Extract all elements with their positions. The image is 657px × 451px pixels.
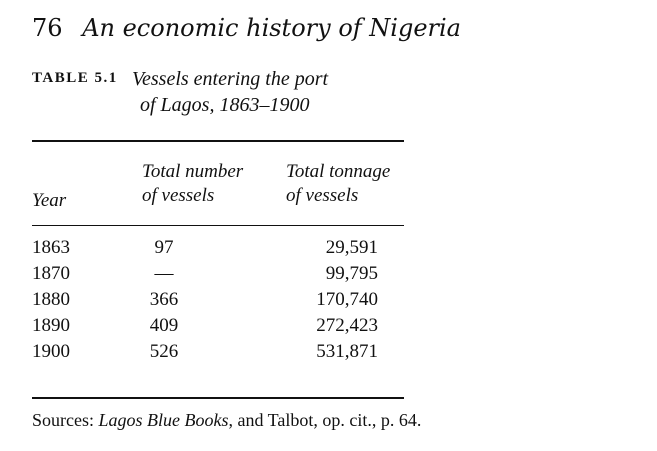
header-year: Year xyxy=(32,190,67,211)
cell-tonnage: 531,871 xyxy=(316,341,378,362)
cell-year: 1870 xyxy=(32,263,70,284)
table-bottom-rule xyxy=(32,397,404,399)
cell-year: 1900 xyxy=(32,341,70,362)
cell-tonnage: 99,795 xyxy=(325,263,378,284)
sources-prefix: Sources: xyxy=(32,410,99,430)
header-tonnage-line1: Total tonnage xyxy=(286,161,391,182)
header-vessels-line2: of vessels xyxy=(142,185,215,206)
table-top-rule xyxy=(32,140,404,142)
sources-italic: Lagos Blue Books xyxy=(98,410,229,430)
header-tonnage xyxy=(286,160,390,208)
header-tonnage-line2: of vessels xyxy=(286,185,359,206)
page-number: 76 xyxy=(32,14,63,42)
cell-year: 1863 xyxy=(32,237,70,258)
table-row xyxy=(32,341,404,367)
table-title-line1: Vessels entering the port xyxy=(132,68,329,90)
table-title-line2: of Lagos, 1863–1900 xyxy=(140,94,310,116)
table-row xyxy=(32,315,404,341)
table-header-rule xyxy=(32,225,404,226)
cell-vessels: 366 xyxy=(149,289,179,310)
header-vessels xyxy=(142,160,243,208)
table-row xyxy=(32,237,404,263)
sources-suffix: , and Talbot, op. cit., p. 64. xyxy=(228,410,422,430)
cell-year: 1890 xyxy=(32,315,70,336)
table-title xyxy=(132,66,328,118)
cell-vessels: 97 xyxy=(154,237,174,258)
table-label: TABLE 5.1 xyxy=(32,70,118,86)
sources-note xyxy=(32,410,421,431)
cell-vessels: 526 xyxy=(149,341,179,362)
book-title: An economic history of Nigeria xyxy=(82,14,461,42)
cell-vessels: — xyxy=(154,263,174,284)
table-row xyxy=(32,289,404,315)
running-head xyxy=(32,14,461,42)
cell-tonnage: 29,591 xyxy=(325,237,378,258)
cell-year: 1880 xyxy=(32,289,70,310)
cell-tonnage: 272,423 xyxy=(316,315,378,336)
table-row xyxy=(32,263,404,289)
table-body xyxy=(32,237,404,367)
header-vessels-line1: Total number xyxy=(142,161,244,182)
cell-vessels: 409 xyxy=(149,315,179,336)
cell-tonnage: 170,740 xyxy=(316,289,378,310)
